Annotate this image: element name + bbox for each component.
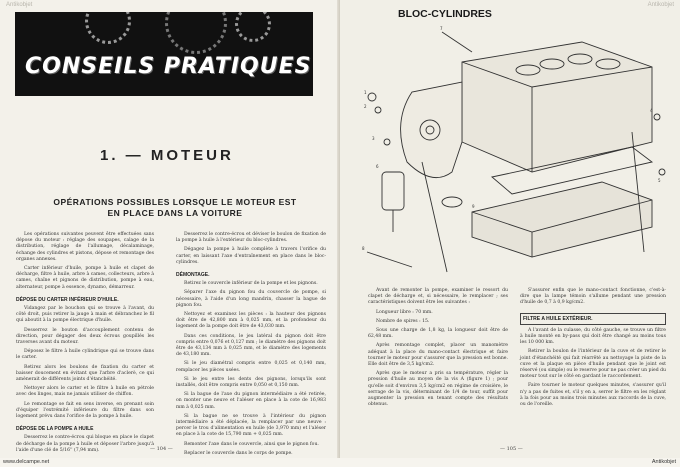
footer-left-text: www.delcampe.net bbox=[3, 459, 50, 465]
paragraph: Séparer l'axe du pignon fou du couvercle de pompe, si nécessaire, à l'aide d'un long mandrin, chasser la bague de pignon fou. bbox=[176, 290, 326, 308]
svg-text:7: 7 bbox=[440, 26, 443, 31]
svg-text:9: 9 bbox=[472, 204, 475, 209]
paragraph-heading: DÉPOSE DE LA POMPE A HUILE bbox=[16, 426, 94, 433]
paragraph-heading: DÉMONTAGE. bbox=[176, 272, 210, 279]
page-number-right: — 105 — bbox=[500, 446, 523, 452]
svg-text:2: 2 bbox=[364, 104, 367, 109]
svg-text:3: 3 bbox=[372, 136, 375, 141]
svg-text:8: 8 bbox=[362, 246, 365, 251]
paragraph: S'assurer enfin que le mano-contact fonctionne, c'est-à-dire que la lampe témoin s'allume pendant une pression d'huile de 0,7 à 0,9 kg/cm2. bbox=[520, 288, 666, 306]
paragraph: Le remontage se fait en sens inverse, en prenant soin d'équiper l'extrémité inférieure du filtre dans son logement prévu dans l'orifice de la pompe à huile. bbox=[16, 401, 154, 420]
gear-illustration bbox=[235, 12, 271, 42]
paragraph-heading: FILTRE A HUILE EXTÉRIEUR. bbox=[520, 313, 666, 325]
svg-text:1: 1 bbox=[364, 90, 367, 95]
paragraph: A l'avant de la culasse, du côté gauche, se trouve un filtre à huile monté en by-pass qui doit être changé au moins tous les 10 000 km. bbox=[520, 327, 666, 346]
paragraph: Retirez alors les boulons de fixation du carter et baisser doucement en évitant que l'arbre d'aclerè, ce qui amènerait de différents joints d'étanchéité. bbox=[16, 364, 154, 383]
paragraph: Déposez le filtre à huile cylindrique qui se trouve dans le carter. bbox=[16, 349, 154, 361]
paragraph: Remonter l'axe dans le couvercle, ainsi que le pignon fou. bbox=[184, 441, 319, 447]
paragraph: Nettoyer alors le carter et le filtre à huile en pétrole avec des linges, mais ne jamais utiliser de chiffon. bbox=[16, 386, 154, 398]
engine-block-exploded-diagram bbox=[352, 22, 670, 277]
footer-bar bbox=[0, 458, 680, 467]
left-page bbox=[0, 0, 340, 458]
paragraph: Avant de remonter la pompe, examiner le ressort du clapet de décharge et, si nécessaire, le remplacer ; ses caractéristiques doivent être les suivantes : bbox=[368, 288, 508, 306]
paragraph: Dégagez la pompe à huile complète à travers l'orifice du carter, en laissant l'axe d'entraînement en place dans le bloc-cylindres. bbox=[176, 247, 326, 265]
paragraph: Desserrez le bouton d'accouplement contenu de direction, pour dégager des deux écrous goupillés les traverses avant du moteur. bbox=[16, 327, 154, 346]
paragraph: Nettoyez et examinez les pièces : la hauteur des pignons doit être de 42,800 mm à 0,025 mm, et la profondeur du logement de la pompe doit être de 43,030 mm. bbox=[176, 312, 326, 330]
gear-illustration bbox=[85, 12, 131, 44]
text-column-4 bbox=[520, 288, 666, 411]
paragraph: Si la bague de l'axe du pignon intermédiaire a été retirée, on monter une neuve et l'aléser en place à la cote de 16,983 mm à 0,025 mm. bbox=[176, 392, 326, 410]
paragraph: Les opérations suivantes peuvent être effectuées sans dépose du moteur : réglage des soupapes, calage de la distribution, réglage de l'allumage, décalaminage, échange des cylindres et pistons, dépose et remontage des organes annexes. bbox=[16, 232, 154, 262]
paragraph: Dans ces conditions, le jeu latéral du pignon doit être compris entre 0,076 et 0,127 mm ; le diamètre des pignons doit être de 43,134 mm à 0,025 mm, et le diamètre des logements de 43,180 mm. bbox=[176, 333, 326, 358]
paragraph: Faire tourner le moteur quelques minutes, s'assurer qu'il n'y a pas de fuites et, s'il y en a, serrer le filtre en les réglant à la fois pour au moins trois minutes aux raccords de la cuve, ou de l'oreille. bbox=[520, 383, 666, 408]
paragraph: Vidangez par le bouchon qui se trouve à l'avant, du côté droit, puis retirer la jauge à main et débranchez le fil qui aboutit à la pompe électrique d'huile. bbox=[16, 306, 154, 324]
subheading: OPÉRATIONS POSSIBLES LORSQUE LE MOTEUR EST EN PLACE DANS LA VOITURE bbox=[53, 197, 297, 218]
section-title: 1. — MOTEUR bbox=[100, 147, 234, 164]
svg-text:6: 6 bbox=[376, 164, 379, 169]
paragraph: Desserrez le contre-écrou et déviser le boulon de fixation de la pompe à huile à l'extérieur du bloc-cylindres. bbox=[176, 232, 326, 244]
paragraph: Desserrez le contre-écrou qui bloque en place le clapet de décharge de la pompe à huile et déposer l'arbre jusqu'à l'aide d'une clé de 5/16'' (7,94 mm). bbox=[16, 435, 154, 453]
paragraph: Si le jeu entre les dents des pignons, lorsqu'ils sont installés, doit être compris entre 0,050 et 0,150 mm. bbox=[176, 376, 326, 389]
watermark-left: Antikobjet bbox=[6, 2, 33, 8]
paragraph: Retirez le couvercle inférieur de la pompe et les pignons. bbox=[184, 281, 318, 287]
paragraph-heading: DÉPOSE DU CARTER INFÉRIEUR D'HUILE. bbox=[16, 296, 119, 303]
paragraph: Après remontage complet, placer un manomètre adéquat à la place du mano-contact électrique et faire tourner le moteur pour s'assurer que la pression est bonne. Elle doit être de 3,5 kg/cm2. bbox=[368, 343, 508, 368]
paragraph: Si la bague ne se trouve à l'intérieur du pignon intermédiaire a été déplacée, la remplacer par une neuve : percer le trou d'alimentation en huile (de 3,970 mm) et l'aléser en place à la cote de 15,790 mm + 0,025 mm. bbox=[176, 413, 326, 438]
paragraph: Après que le moteur a pris sa température, régler la pression d'huile au moyen de la vis A (figure 1) ; pour qu'elle soit d'environ 3,5 kg/cm2 en régime de croisière, le serrage de la vis, déterminant de 1/4 de tour, suffit pour augmenter la pression en tenant compte des résultats obtenus. bbox=[368, 371, 508, 408]
watermark-right: Antikobjet bbox=[647, 2, 674, 8]
svg-text:5: 5 bbox=[658, 178, 661, 183]
paragraph: Longueur libre : 70 mm. bbox=[376, 309, 433, 315]
footer-right-text: Antikobjet bbox=[651, 459, 676, 465]
svg-text:4: 4 bbox=[650, 108, 653, 113]
paragraph: Sous une charge de 1,8 kg, la longueur doit être de 62,48 mm. bbox=[368, 328, 508, 340]
text-column-1 bbox=[16, 232, 154, 457]
title-banner bbox=[15, 12, 313, 96]
text-column-2 bbox=[176, 232, 326, 460]
paragraph: Replacer le couvercle dans le corps de pompe. bbox=[184, 450, 293, 456]
gear-illustration bbox=[165, 12, 227, 54]
paragraph: Nombre de spires : 15. bbox=[376, 318, 430, 324]
paragraph: Retirer la boulon de l'intérieur de la cuve et de retirer le joint d'étanchéité qui fait réarrêté au nettoyage la piste de la cuve et la plaque en pièce d'huile pendant que le joint est réservé (ou simple) ou le reserve pour ne pas créer un pied du moteur tout sur le côté en gardant le raccordement. bbox=[520, 349, 666, 380]
diagram-title: BLOC-CYLINDRES bbox=[398, 8, 492, 20]
paragraph: Si le jeu diamétral compris entre 0,025 et 0,140 mm, remplacer les pièces usées. bbox=[176, 361, 326, 373]
page-number-left: — 104 — bbox=[150, 446, 173, 452]
banner-title: CONSEILS PRATIQUES bbox=[25, 54, 312, 79]
text-column-3 bbox=[368, 288, 508, 411]
paragraph: Carter inférieur d'huile, pompe à huile et clapet de décharge, filtre à huile, arbre à cames, collecteurs, arbre à cames, chaîne et pignons de distribution, pompe à eau, alternateur, pompe à essence, dynamo, démarreur. bbox=[16, 266, 154, 290]
